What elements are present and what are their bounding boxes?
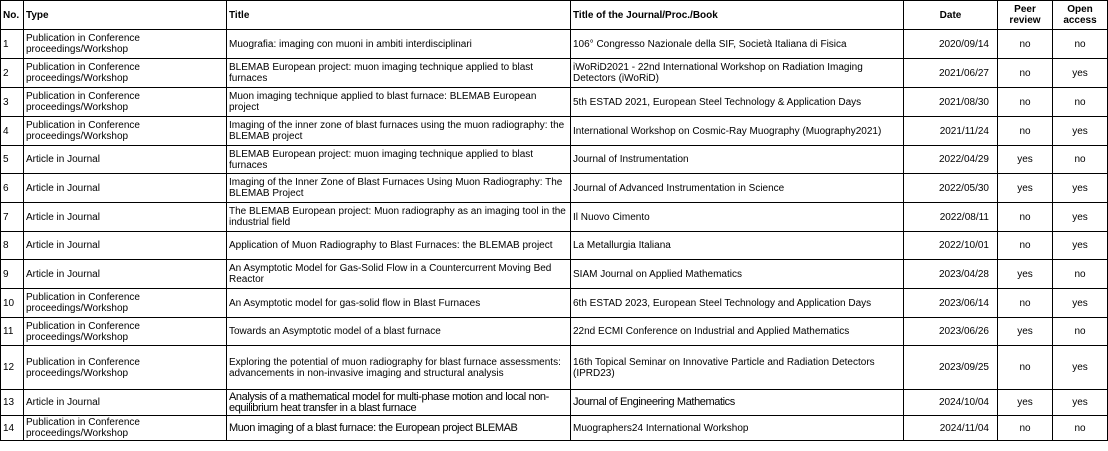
header-date: Date <box>904 1 998 30</box>
table-row <box>1 318 1108 346</box>
cell-open-access: no <box>1053 30 1108 59</box>
cell-title: The BLEMAB European project: Muon radiography as an imaging tool in the industrial field <box>227 203 571 232</box>
cell-no: 5 <box>1 146 24 174</box>
cell-date: 2023/04/28 <box>904 260 998 289</box>
cell-type: Article in Journal <box>24 260 227 289</box>
cell-peer-review: no <box>998 59 1053 88</box>
cell-journal: 16th Topical Seminar on Innovative Particle and Radiation Detectors (IPRD23) <box>571 346 904 390</box>
cell-date: 2023/09/25 <box>904 346 998 390</box>
cell-title: Muon imaging of a blast furnace: the European project BLEMAB <box>227 416 571 441</box>
cell-journal: Muographers24 International Workshop <box>571 416 904 441</box>
header-peer-review: Peer review <box>998 1 1053 30</box>
table-row <box>1 88 1108 117</box>
table-row <box>1 289 1108 318</box>
cell-journal: Il Nuovo Cimento <box>571 203 904 232</box>
cell-type: Publication in Conference proceedings/Workshop <box>24 346 227 390</box>
cell-journal: Journal of Instrumentation <box>571 146 904 174</box>
cell-date: 2022/10/01 <box>904 232 998 260</box>
cell-open-access: yes <box>1053 203 1108 232</box>
cell-open-access: yes <box>1053 174 1108 203</box>
table-row <box>1 390 1108 416</box>
cell-journal: 6th ESTAD 2023, European Steel Technology and Application Days <box>571 289 904 318</box>
cell-title: An Asymptotic Model for Gas-Solid Flow in a Countercurrent Moving Bed Reactor <box>227 260 571 289</box>
header-type: Type <box>24 1 227 30</box>
cell-peer-review: no <box>998 346 1053 390</box>
cell-no: 2 <box>1 59 24 88</box>
cell-type: Publication in Conference proceedings/Workshop <box>24 416 227 441</box>
cell-date: 2020/09/14 <box>904 30 998 59</box>
cell-peer-review: no <box>998 30 1053 59</box>
cell-type: Publication in Conference proceedings/Workshop <box>24 318 227 346</box>
cell-journal: International Workshop on Cosmic-Ray Muography (Muography2021) <box>571 117 904 146</box>
cell-peer-review: yes <box>998 260 1053 289</box>
table-row <box>1 203 1108 232</box>
table-row <box>1 346 1108 390</box>
cell-open-access: yes <box>1053 346 1108 390</box>
cell-no: 10 <box>1 289 24 318</box>
cell-peer-review: yes <box>998 318 1053 346</box>
cell-open-access: yes <box>1053 117 1108 146</box>
cell-peer-review: yes <box>998 174 1053 203</box>
cell-title: An Asymptotic model for gas-solid flow in Blast Furnaces <box>227 289 571 318</box>
cell-title: Muografia: imaging con muoni in ambiti interdisciplinari <box>227 30 571 59</box>
table-row <box>1 117 1108 146</box>
cell-date: 2023/06/26 <box>904 318 998 346</box>
table-row <box>1 174 1108 203</box>
cell-title: Imaging of the inner zone of blast furnaces using the muon radiography: the BLEMAB project <box>227 117 571 146</box>
cell-date: 2023/06/14 <box>904 289 998 318</box>
cell-journal: 106° Congresso Nazionale della SIF, Società Italiana di Fisica <box>571 30 904 59</box>
cell-no: 6 <box>1 174 24 203</box>
cell-peer-review: no <box>998 232 1053 260</box>
cell-title: Towards an Asymptotic model of a blast furnace <box>227 318 571 346</box>
cell-type: Publication in Conference proceedings/Workshop <box>24 30 227 59</box>
cell-type: Publication in Conference proceedings/Workshop <box>24 59 227 88</box>
cell-peer-review: no <box>998 203 1053 232</box>
cell-journal: La Metallurgia Italiana <box>571 232 904 260</box>
cell-no: 1 <box>1 30 24 59</box>
cell-title: Application of Muon Radiography to Blast Furnaces: the BLEMAB project <box>227 232 571 260</box>
header-row <box>1 1 1108 30</box>
cell-no: 7 <box>1 203 24 232</box>
cell-type: Article in Journal <box>24 146 227 174</box>
cell-no: 4 <box>1 117 24 146</box>
header-no: No. <box>1 1 24 30</box>
cell-date: 2021/06/27 <box>904 59 998 88</box>
cell-date: 2024/11/04 <box>904 416 998 441</box>
header-title: Title <box>227 1 571 30</box>
cell-open-access: no <box>1053 146 1108 174</box>
cell-title: Muon imaging technique applied to blast furnace: BLEMAB European project <box>227 88 571 117</box>
cell-date: 2022/08/11 <box>904 203 998 232</box>
cell-journal: SIAM Journal on Applied Mathematics <box>571 260 904 289</box>
cell-open-access: yes <box>1053 390 1108 416</box>
cell-type: Publication in Conference proceedings/Workshop <box>24 289 227 318</box>
cell-date: 2021/11/24 <box>904 117 998 146</box>
cell-journal: Journal of Engineering Mathematics <box>571 390 904 416</box>
cell-open-access: yes <box>1053 59 1108 88</box>
cell-peer-review: no <box>998 289 1053 318</box>
table-row <box>1 260 1108 289</box>
cell-title: BLEMAB European project: muon imaging technique applied to blast furnaces <box>227 146 571 174</box>
cell-type: Publication in Conference proceedings/Workshop <box>24 88 227 117</box>
cell-journal: 5th ESTAD 2021, European Steel Technology & Application Days <box>571 88 904 117</box>
table-row <box>1 146 1108 174</box>
table-row <box>1 30 1108 59</box>
cell-open-access: yes <box>1053 289 1108 318</box>
cell-journal: Journal of Advanced Instrumentation in Science <box>571 174 904 203</box>
cell-open-access: no <box>1053 416 1108 441</box>
cell-type: Publication in Conference proceedings/Workshop <box>24 117 227 146</box>
cell-date: 2022/04/29 <box>904 146 998 174</box>
cell-no: 3 <box>1 88 24 117</box>
table-row <box>1 59 1108 88</box>
cell-no: 12 <box>1 346 24 390</box>
cell-type: Article in Journal <box>24 390 227 416</box>
cell-no: 8 <box>1 232 24 260</box>
cell-title: Analysis of a mathematical model for multi-phase motion and local non-equilibrium heat transfer in a blast furnace <box>227 390 571 416</box>
table-row <box>1 232 1108 260</box>
table-row <box>1 416 1108 441</box>
cell-open-access: no <box>1053 318 1108 346</box>
cell-no: 13 <box>1 390 24 416</box>
cell-title: BLEMAB European project: muon imaging technique applied to blast furnaces <box>227 59 571 88</box>
cell-peer-review: no <box>998 416 1053 441</box>
cell-no: 11 <box>1 318 24 346</box>
cell-type: Article in Journal <box>24 203 227 232</box>
cell-open-access: yes <box>1053 232 1108 260</box>
header-open-access: Open access <box>1053 1 1108 30</box>
cell-type: Article in Journal <box>24 174 227 203</box>
cell-peer-review: yes <box>998 146 1053 174</box>
cell-no: 9 <box>1 260 24 289</box>
cell-open-access: no <box>1053 88 1108 117</box>
cell-peer-review: no <box>998 117 1053 146</box>
cell-date: 2024/10/04 <box>904 390 998 416</box>
cell-no: 14 <box>1 416 24 441</box>
cell-journal: 22nd ECMI Conference on Industrial and Applied Mathematics <box>571 318 904 346</box>
cell-date: 2021/08/30 <box>904 88 998 117</box>
cell-title: Imaging of the Inner Zone of Blast Furnaces Using Muon Radiography: The BLEMAB Project <box>227 174 571 203</box>
cell-type: Article in Journal <box>24 232 227 260</box>
header-journal: Title of the Journal/Proc./Book <box>571 1 904 30</box>
cell-title: Exploring the potential of muon radiography for blast furnace assessments: advancements in non-invasive imaging and structural analysis <box>227 346 571 390</box>
cell-open-access: no <box>1053 260 1108 289</box>
cell-journal: iWoRiD2021 - 22nd International Workshop on Radiation Imaging Detectors (iWoRiD) <box>571 59 904 88</box>
cell-peer-review: yes <box>998 390 1053 416</box>
cell-peer-review: no <box>998 88 1053 117</box>
cell-date: 2022/05/30 <box>904 174 998 203</box>
